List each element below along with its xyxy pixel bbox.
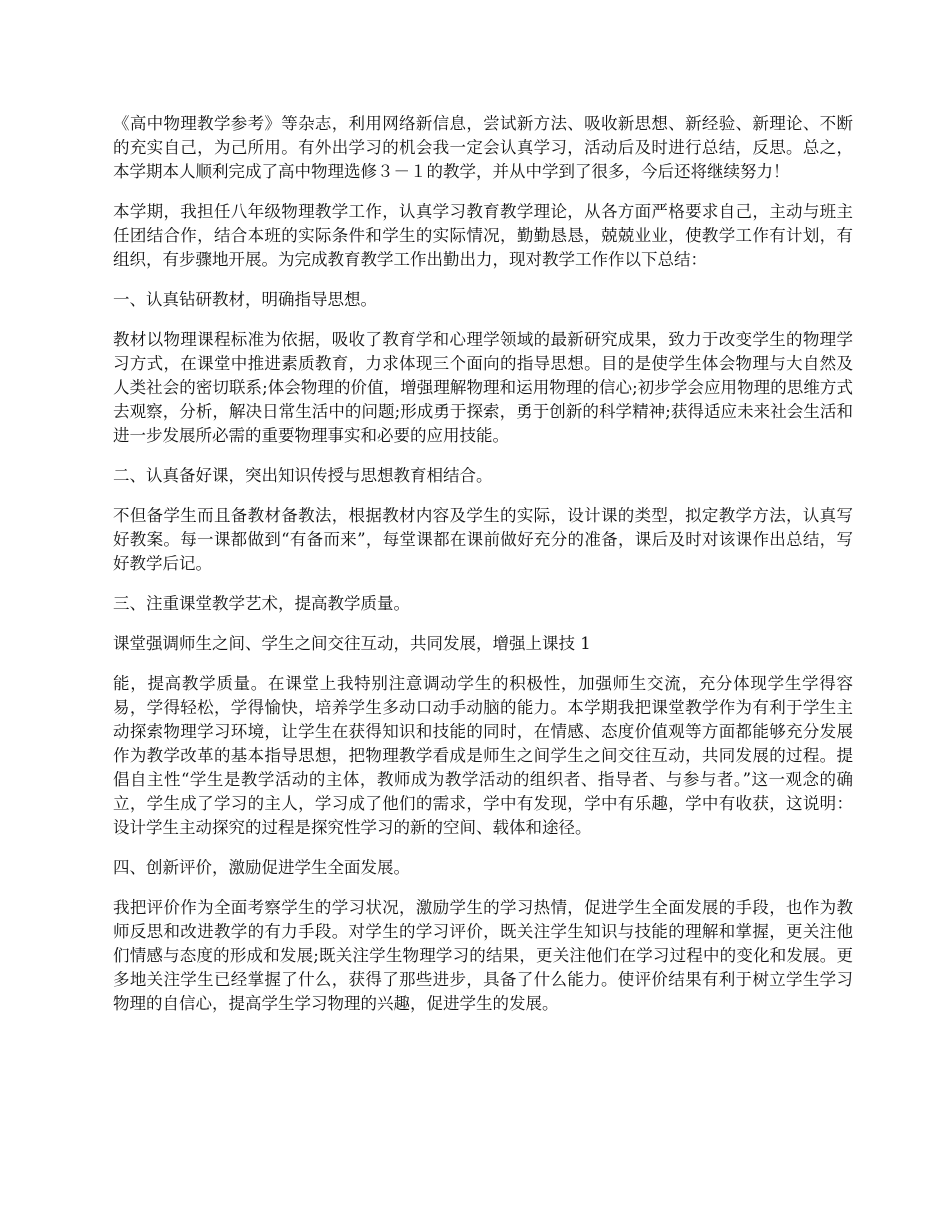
paragraph-section-2: 不但备学生而且备教材备教法，根据教材内容及学生的实际，设计课的类型，拟定教学方法，认真写好教案。每一课都做到“有备而来”，每堂课都在课前做好充分的准备，课后及时对该课作出总结，写好教学后记。: [113, 506, 853, 573]
paragraph-section-1: 教材以物理课程标准为依据，吸收了教育学和心理学领域的最新研究成果，致力于改变学生的物理学习方式，在课堂中推进素质教育，力求体现三个面向的指导思想。目的是使学生体会物理与大自然及人类社会的密切联系;体会物理的价值，增强理解物理和运用物理的信心;初步学会应用物理的思维方式去观察，分析，解决日常生活中的问题;形成勇于探索，勇于创新的科学精神;获得适应未来社会生活和进一步发展所必需的重要物理事实和必要的应用技能。: [113, 330, 853, 445]
section-heading-3: 三、注重课堂教学艺术，提高教学质量。: [113, 594, 410, 613]
paragraph-section-4: 我把评价作为全面考察学生的学习状况，激励学生的学习热情，促进学生全面发展的手段，也作为教师反思和改进教学的有力手段。对学生的学习评价，既关注学生知识与技能的理解和掌握，更关注他们情感与态度的形成和发展;既关注学生物理学习的结果，更关注他们在学习过程中的变化和发展。更多地关注学生已经掌握了什么，获得了那些进步，具备了什么能力。使评价结果有利于树立学生学习物理的自信心，提高学生学习物理的兴趣，促进学生的发展。: [113, 898, 853, 1013]
section-heading-2: 二、认真备好课，突出知识传授与思想教育相结合。: [113, 466, 493, 485]
paragraph-section-3-intro: 课堂强调师生之间、学生之间交往互动，共同发展，增强上课技 1: [113, 634, 591, 653]
paragraph-section-3-body: 能，提高教学质量。在课堂上我特别注意调动学生的积极性，加强师生交流，充分体现学生学得容易，学得轻松，学得愉快，培养学生多动口动手动脑的能力。本学期我把课堂教学作为有利于学生主动探索物理学习环境，让学生在获得知识和技能的同时，在情感、态度价值观等方面都能够充分发展作为教学改革的基本指导思想，把物理教学看成是师生之间学生之间交往互动，共同发展的过程。提倡自主性“学生是教学活动的主体，教师成为教学活动的组织者、指导者、与参与者。”这一观念的确立，学生成了学习的主人，学习成了他们的需求，学中有发现，学中有乐趣，学中有收获，这说明：设计学生主动探究的过程是探究性学习的新的空间、载体和途径。: [113, 674, 853, 837]
paragraph-intro-continuation: 《高中物理教学参考》等杂志，利用网络新信息，尝试新方法、吸收新思想、新经验、新理论、不断的充实自己，为己所用。有外出学习的机会我一定会认真学习，活动后及时进行总结，反思。总之，本学期本人顺利完成了高中物理选修３－１的教学，并从中学到了很多，今后还将继续努力！: [113, 114, 853, 181]
paragraph-semester-overview: 本学期，我担任八年级物理教学工作，认真学习教育教学理论，从各方面严格要求自己，主动与班主任团结合作，结合本班的实际条件和学生的实际情况，勤勤恳恳，兢兢业业，使教学工作有计划，有组织，有步骤地开展。为完成教育教学工作出勤出力，现对教学工作作以下总结：: [113, 202, 853, 269]
document-page: [113, 112, 853, 1032]
section-heading-1: 一、认真钻研教材，明确指导思想。: [113, 290, 377, 309]
section-heading-4: 四、创新评价，激励促进学生全面发展。: [113, 858, 410, 877]
